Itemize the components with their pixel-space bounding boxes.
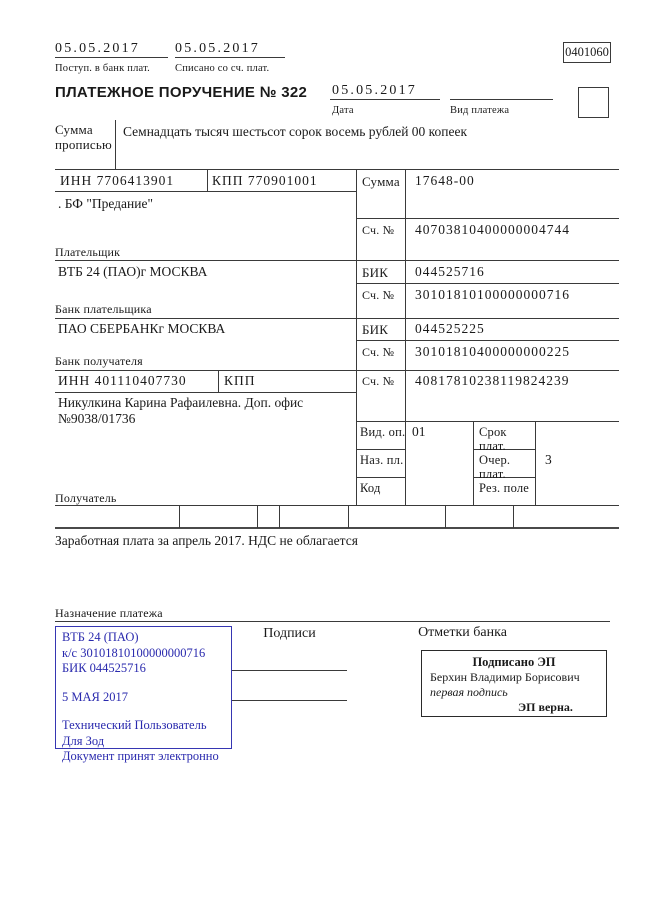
- payer-inn: ИНН 7706413901: [60, 173, 175, 188]
- payee-bank-account-value: 30101810400000000225: [415, 344, 570, 359]
- payee-bank-label: Банк получателя: [55, 354, 143, 368]
- doc-date-value: 05.05.2017: [332, 83, 417, 98]
- esignature-verified: ЭП верна.: [518, 700, 573, 714]
- order-label: Очер. плат.: [479, 453, 511, 481]
- divider-line: [55, 318, 619, 319]
- divider-line: [175, 57, 285, 58]
- divider-line: [473, 421, 474, 505]
- divider-line: [450, 99, 553, 100]
- payer-bank-name: ВТБ 24 (ПАО)г МОСКВА: [58, 264, 208, 279]
- divider-line: [330, 99, 440, 100]
- divider-line: [356, 283, 619, 284]
- divider-line: [115, 120, 116, 169]
- order-value: 3: [545, 452, 552, 467]
- stamp-user: Технический Пользователь Для Зод: [62, 718, 207, 748]
- payee-bank-bik-value: 044525225: [415, 321, 485, 336]
- divider-line: [348, 505, 349, 528]
- sum-value: 17648-00: [415, 173, 475, 188]
- stamp-note: Документ принят электронно: [62, 749, 219, 763]
- divider-line: [207, 169, 208, 191]
- signature-line-1: [232, 670, 347, 671]
- esignature-title: Подписано ЭП: [472, 655, 556, 669]
- payer-account-label: Сч. №: [362, 223, 395, 237]
- payee-bank-account-label: Сч. №: [362, 345, 395, 359]
- divider-line: [55, 370, 619, 371]
- stamp-corr-account: к/с 30101810100000000716: [62, 645, 206, 660]
- payment-type-label: Вид платежа: [450, 105, 510, 116]
- divider-line: [445, 505, 446, 528]
- op-type-label: Вид. оп.: [360, 425, 406, 439]
- date-debited-label: Списано со сч. плат.: [175, 63, 270, 74]
- code-label: Код: [360, 481, 381, 495]
- signatures-label: Подписи: [263, 626, 316, 641]
- esignature-name: Берхин Владимир Борисович: [430, 670, 580, 684]
- signature-line-2: [232, 700, 347, 701]
- divider-line: [55, 392, 356, 393]
- divider-line: [55, 169, 619, 170]
- purpose-label: Назначение платежа: [55, 606, 163, 620]
- divider-line: [356, 477, 405, 478]
- divider-line: [179, 505, 180, 528]
- divider-line: [55, 527, 619, 529]
- payer-bank-bik-value: 044525716: [415, 264, 485, 279]
- bank-marks-label: Отметки банка: [418, 625, 507, 640]
- stamp-bank-name: ВТБ 24 (ПАО): [62, 630, 139, 644]
- date-received-label: Поступ. в банк плат.: [55, 63, 150, 74]
- divider-line: [55, 260, 619, 261]
- divider-line: [55, 505, 619, 506]
- payment-type-box: [578, 87, 609, 118]
- payee-name: Никулкина Карина Рафаилевна. Доп. офис №9038/01736: [58, 395, 304, 426]
- payee-account-label: Сч. №: [362, 374, 395, 388]
- form-code-box: 0401060: [563, 42, 611, 63]
- esignature-type: первая подпись: [430, 685, 508, 699]
- amount-words-value: Семнадцать тысяч шестьсот сорок восемь рублей 00 копеек: [123, 124, 468, 139]
- date-debited-value: 05.05.2017: [175, 41, 260, 56]
- payer-kpp: КПП 770901001: [212, 173, 318, 188]
- reserve-label: Рез. поле: [479, 481, 530, 495]
- divider-line: [356, 421, 619, 422]
- divider-line: [405, 169, 406, 505]
- stamp-date: 5 МАЯ 2017: [62, 689, 128, 704]
- payer-label: Плательщик: [55, 245, 121, 259]
- op-type-value: 01: [412, 424, 426, 439]
- payer-account-value: 40703810400000004744: [415, 222, 570, 237]
- divider-line: [218, 370, 219, 392]
- document-title: ПЛАТЕЖНОЕ ПОРУЧЕНИЕ № 322: [55, 84, 308, 101]
- payer-bank-account-value: 30101810100000000716: [415, 287, 570, 302]
- sum-label: Сумма: [362, 174, 400, 189]
- doc-date-label: Дата: [332, 105, 354, 116]
- payer-bank-account-label: Сч. №: [362, 288, 395, 302]
- divider-line: [55, 191, 356, 192]
- payee-label: Получатель: [55, 491, 117, 505]
- purpose-text: Заработная плата за апрель 2017. НДС не облагается: [55, 533, 358, 548]
- divider-line: [513, 505, 514, 528]
- divider-line: [55, 621, 610, 622]
- divider-line: [356, 218, 619, 219]
- date-received-value: 05.05.2017: [55, 41, 140, 56]
- payee-bank-name: ПАО СБЕРБАНКг МОСКВА: [58, 321, 226, 336]
- divider-line: [356, 340, 619, 341]
- payee-inn: ИНН 401110407730: [58, 373, 187, 388]
- stamp-bik: БИК 044525716: [62, 661, 146, 675]
- esignature-box: [421, 650, 607, 717]
- amount-words-label: Сумма прописью: [55, 122, 112, 152]
- pay-purpose-label: Наз. пл.: [360, 453, 404, 467]
- divider-line: [55, 57, 168, 58]
- payee-account-value: 40817810238119824239: [415, 373, 570, 388]
- divider-line: [356, 449, 405, 450]
- payer-name: . БФ "Предание": [58, 196, 153, 211]
- divider-line: [356, 169, 357, 505]
- bank-stamp: [55, 626, 232, 763]
- payer-bank-label: Банк плательщика: [55, 302, 152, 316]
- divider-line: [257, 505, 258, 528]
- payee-bank-bik-label: БИК: [362, 322, 389, 337]
- payee-kpp: КПП: [224, 373, 256, 388]
- divider-line: [535, 421, 536, 505]
- divider-line: [279, 505, 280, 528]
- payer-bank-bik-label: БИК: [362, 265, 389, 280]
- due-date-label: Срок плат.: [479, 425, 507, 453]
